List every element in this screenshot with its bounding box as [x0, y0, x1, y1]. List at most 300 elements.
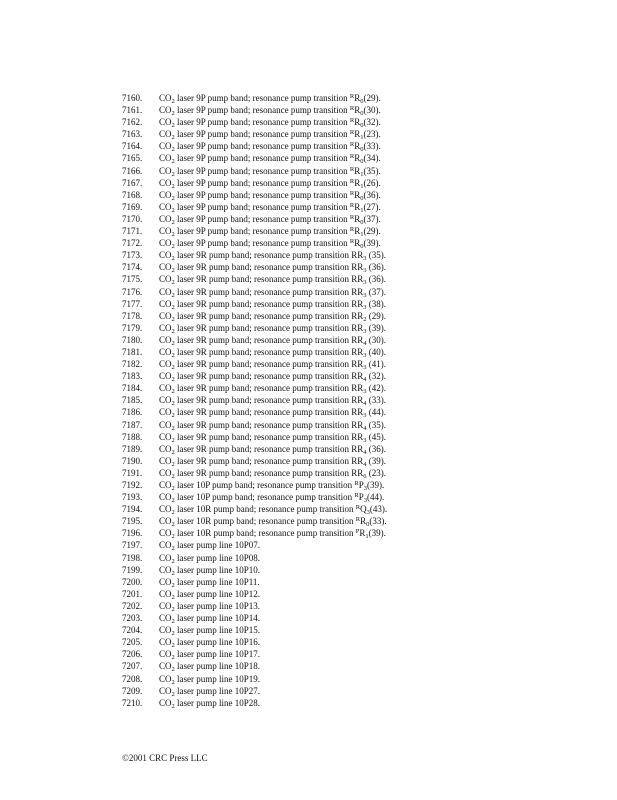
formula-text: CO: [159, 673, 172, 684]
branch-rest: (35).: [366, 419, 386, 430]
formula-subscript: 2: [171, 339, 175, 347]
entry-number: 7202.: [122, 600, 143, 611]
formula-subscript: 2: [171, 448, 175, 456]
description-text: laser 9R pump band; resonance pump transition: [174, 455, 352, 466]
branch-letter: R: [354, 226, 361, 237]
formula-text: CO: [159, 540, 172, 551]
branch-letter: RR: [351, 371, 364, 382]
list-item: [122, 576, 592, 588]
entry-text: [159, 370, 386, 382]
branch-subscript: 3: [363, 327, 367, 335]
branch-letter: R: [354, 93, 361, 103]
formula-subscript: 2: [171, 376, 175, 384]
description-text: laser 9P pump band; resonance pump transition: [174, 141, 350, 152]
list-item: [122, 648, 592, 660]
formula-text: CO: [159, 455, 172, 466]
list-item: [122, 443, 592, 455]
branch-superscript: R: [349, 238, 355, 246]
description-text: laser 9P pump band; resonance pump transition: [174, 189, 350, 200]
entry-text: [159, 588, 260, 600]
entry-text: [159, 286, 386, 298]
branch-superscript: R: [349, 201, 355, 209]
list-item: [122, 298, 592, 310]
formula-subscript: 2: [171, 557, 175, 565]
entry-text: [159, 116, 381, 128]
branch-subscript: 1: [360, 170, 364, 178]
formula-subscript: 2: [171, 364, 175, 372]
branch-subscript: 4: [363, 448, 367, 456]
description-text: laser 9R pump band; resonance pump transition: [174, 431, 352, 442]
branch-subscript: 0: [360, 98, 364, 105]
branch-rest: (33).: [363, 141, 381, 152]
entry-text: [159, 419, 386, 431]
entry-text: [159, 612, 260, 624]
formula-text: CO: [159, 346, 172, 357]
formula-subscript: 2: [171, 122, 175, 130]
list-item: [122, 370, 592, 382]
list-item: [122, 624, 592, 636]
entry-text: [159, 201, 381, 213]
branch-letter: RR: [351, 346, 364, 357]
branch-letter: RR: [351, 286, 364, 297]
description-text: laser pump line 10P15.: [174, 625, 261, 636]
formula-subscript: 2: [171, 182, 175, 190]
entry-text: [159, 636, 260, 648]
description-text: laser pump line 10P16.: [174, 637, 261, 648]
entry-text: [159, 515, 387, 527]
formula-text: CO: [159, 564, 172, 575]
branch-superscript: R: [349, 93, 355, 100]
formula-subscript: 2: [171, 509, 175, 517]
formula-subscript: 2: [171, 533, 175, 541]
formula-text: CO: [159, 697, 172, 708]
branch-rest: (23).: [363, 129, 381, 140]
branch-letter: Q: [360, 504, 367, 515]
formula-text: CO: [159, 250, 172, 261]
description-text: laser pump line 10P10.: [174, 564, 261, 575]
list-item: [122, 334, 592, 346]
formula-text: CO: [159, 310, 172, 321]
formula-subscript: 2: [171, 146, 175, 154]
formula-subscript: 2: [171, 424, 175, 432]
description-text: laser 9R pump band; resonance pump transition: [174, 419, 352, 430]
entry-text: [159, 600, 260, 612]
branch-rest: (36).: [366, 274, 386, 285]
formula-text: CO: [159, 371, 172, 382]
list-item: [122, 310, 592, 322]
formula-text: CO: [159, 492, 172, 503]
branch-rest: (29).: [363, 93, 381, 103]
branch-rest: (29).: [366, 310, 386, 321]
description-text: laser pump line 10P11.: [174, 576, 260, 587]
formula-subscript: 2: [171, 412, 175, 420]
formula-text: CO: [159, 637, 172, 648]
entry-text: [159, 346, 386, 358]
formula-text: CO: [159, 407, 172, 418]
list-item: [122, 419, 592, 431]
branch-rest: (42).: [366, 383, 386, 394]
description-text: laser pump line 10P12.: [174, 588, 261, 599]
branch-letter: RR: [351, 298, 364, 309]
entry-text: [159, 406, 386, 418]
description-text: laser 9P pump band; resonance pump transition: [174, 201, 350, 212]
description-text: laser 9R pump band; resonance pump transition: [174, 346, 352, 357]
branch-letter: RR: [351, 407, 364, 418]
description-text: laser 9P pump band; resonance pump transition: [174, 105, 350, 116]
description-text: laser 9P pump band; resonance pump transition: [174, 93, 350, 103]
branch-superscript: R: [349, 153, 355, 161]
entry-text: [159, 334, 386, 346]
formula-text: CO: [159, 93, 172, 103]
entry-number: 7207.: [122, 661, 143, 672]
entry-number: 7174.: [122, 262, 143, 273]
branch-rest: (37).: [366, 286, 386, 297]
description-text: laser pump line 10P07.: [174, 540, 261, 551]
entry-text: [159, 491, 384, 503]
formula-text: CO: [159, 286, 172, 297]
list-item: [122, 660, 592, 672]
entry-text: [159, 225, 381, 237]
formula-subscript: 2: [171, 351, 175, 359]
branch-rest: (39).: [363, 238, 381, 249]
entry-number: 7173.: [122, 250, 143, 261]
entry-text: [159, 431, 386, 443]
list-item: [122, 104, 592, 116]
branch-letter: RR: [351, 322, 364, 333]
branch-subscript: 6: [363, 472, 367, 480]
description-text: laser 10R pump band; resonance pump transition: [174, 528, 356, 539]
branch-letter: RR: [351, 334, 364, 345]
list-item: [122, 564, 592, 576]
description-text: laser 9P pump band; resonance pump transition: [174, 238, 350, 249]
branch-subscript: 3: [363, 303, 367, 311]
branch-subscript: 3: [363, 291, 367, 299]
description-text: laser 9R pump band; resonance pump transition: [174, 310, 352, 321]
branch-letter: R: [354, 105, 361, 116]
branch-letter: P: [358, 492, 364, 503]
list-item: [122, 467, 592, 479]
branch-letter: RR: [351, 250, 364, 261]
branch-rest: (39).: [368, 528, 386, 539]
entry-number: 7170.: [122, 213, 143, 224]
entry-text: [159, 503, 387, 515]
branch-rest: (45).: [366, 431, 386, 442]
entry-number: 7175.: [122, 274, 143, 285]
formula-subscript: 2: [171, 267, 175, 275]
formula-subscript: 2: [171, 194, 175, 202]
entry-text: [159, 273, 386, 285]
list-item: [122, 249, 592, 261]
entry-number: 7198.: [122, 552, 143, 563]
branch-subscript: 3: [363, 351, 367, 359]
branch-subscript: 4: [363, 339, 367, 347]
description-text: laser 10R pump band; resonance pump transition: [174, 516, 356, 527]
formula-text: CO: [159, 625, 172, 636]
branch-rest: (40).: [366, 346, 386, 357]
branch-superscript: R: [355, 516, 361, 524]
branch-rest: (35).: [363, 165, 381, 176]
formula-subscript: 2: [171, 110, 175, 118]
list-item: [122, 673, 592, 685]
formula-subscript: 2: [171, 243, 175, 251]
list-item: [122, 140, 592, 152]
branch-letter: R: [354, 238, 361, 249]
branch-subscript: 1: [365, 533, 369, 541]
formula-text: CO: [159, 661, 172, 672]
branch-subscript: 2: [363, 315, 367, 323]
description-text: laser 10R pump band; resonance pump transition: [174, 504, 356, 515]
formula-text: CO: [159, 576, 172, 587]
branch-rest: (27).: [363, 201, 381, 212]
description-text: laser 9R pump band; resonance pump transition: [174, 383, 352, 394]
entry-number: 7196.: [122, 528, 143, 539]
entry-number: 7190.: [122, 455, 143, 466]
list-item: [122, 273, 592, 285]
formula-subscript: 2: [171, 158, 175, 166]
branch-superscript: R: [349, 129, 355, 137]
entry-number: 7197.: [122, 540, 143, 551]
entry-text: [159, 660, 260, 672]
formula-subscript: 2: [171, 702, 175, 710]
branch-superscript: R: [355, 504, 361, 512]
branch-superscript: R: [349, 105, 355, 113]
formula-text: CO: [159, 177, 172, 188]
branch-letter: RR: [351, 455, 364, 466]
entry-text: [159, 128, 381, 140]
description-text: laser 9R pump band; resonance pump transition: [174, 250, 352, 261]
branch-superscript: R: [349, 141, 355, 149]
entry-text: [159, 467, 386, 479]
list-item: [122, 128, 592, 140]
description-text: laser 9R pump band; resonance pump transition: [174, 359, 352, 370]
branch-letter: RR: [351, 443, 364, 454]
description-text: laser pump line 10P27.: [174, 685, 261, 696]
branch-letter: R: [354, 189, 361, 200]
branch-letter: R: [354, 117, 361, 128]
entry-text: [159, 249, 386, 261]
entry-text: [159, 165, 381, 177]
formula-subscript: 2: [171, 170, 175, 178]
entry-text: [159, 92, 381, 104]
entry-text: [159, 322, 386, 334]
branch-subscript: 3: [363, 388, 367, 396]
entry-number: 7193.: [122, 492, 143, 503]
formula-text: CO: [159, 165, 172, 176]
formula-text: CO: [159, 189, 172, 200]
list-item: [122, 152, 592, 164]
branch-superscript: R: [349, 213, 355, 221]
list-item: [122, 588, 592, 600]
formula-subscript: 2: [171, 678, 175, 686]
entry-text: [159, 576, 260, 588]
formula-subscript: 2: [171, 666, 175, 674]
description-text: laser pump line 10P18.: [174, 661, 261, 672]
entry-number: 7194.: [122, 504, 143, 515]
formula-subscript: 2: [171, 618, 175, 626]
branch-subscript: 3: [363, 364, 367, 372]
entry-text: [159, 394, 386, 406]
list-item: [122, 92, 592, 104]
description-text: laser pump line 10P19.: [174, 673, 261, 684]
entry-number: 7184.: [122, 383, 143, 394]
branch-subscript: 1: [360, 231, 364, 239]
list-item: [122, 358, 592, 370]
description-text: laser 9P pump band; resonance pump transition: [174, 153, 350, 164]
list-item: [122, 612, 592, 624]
branch-letter: R: [354, 213, 361, 224]
formula-subscript: 2: [171, 291, 175, 299]
entry-text: [159, 358, 386, 370]
branch-rest: (32).: [363, 117, 381, 128]
branch-letter: R: [354, 165, 361, 176]
branch-subscript: 0: [360, 158, 364, 166]
branch-letter: RR: [351, 274, 364, 285]
description-text: laser 9P pump band; resonance pump transition: [174, 177, 350, 188]
formula-text: CO: [159, 613, 172, 624]
formula-subscript: 2: [171, 690, 175, 698]
formula-subscript: 2: [171, 218, 175, 226]
formula-subscript: 2: [171, 605, 175, 613]
description-text: laser 9R pump band; resonance pump transition: [174, 274, 352, 285]
list-item: [122, 237, 592, 249]
branch-subscript: 0: [360, 122, 364, 130]
branch-rest: (35).: [366, 250, 386, 261]
formula-subscript: 2: [171, 255, 175, 263]
list-item: [122, 177, 592, 189]
formula-subscript: 2: [171, 654, 175, 662]
list-item: [122, 322, 592, 334]
entry-number: 7176.: [122, 286, 143, 297]
description-text: laser 9R pump band; resonance pump transition: [174, 443, 352, 454]
list-item: [122, 189, 592, 201]
branch-rest: (30).: [366, 334, 386, 345]
formula-subscript: 2: [171, 436, 175, 444]
entry-number: 7210.: [122, 697, 143, 708]
entry-number: 7166.: [122, 165, 143, 176]
entry-number: 7178.: [122, 310, 143, 321]
entry-text: [159, 140, 381, 152]
formula-subscript: 2: [171, 630, 175, 638]
branch-subscript: 0: [360, 243, 364, 251]
branch-subscript: 3: [363, 412, 367, 420]
branch-subscript: 3: [363, 279, 367, 287]
formula-text: CO: [159, 419, 172, 430]
list-item: [122, 116, 592, 128]
description-text: laser 10P pump band; resonance pump transition: [174, 492, 355, 503]
formula-subscript: 2: [171, 581, 175, 589]
entry-number: 7180.: [122, 334, 143, 345]
branch-rest: (43).: [369, 504, 388, 515]
formula-text: CO: [159, 153, 172, 164]
formula-subscript: 2: [171, 460, 175, 468]
branch-letter: R: [354, 129, 361, 140]
entry-number: 7177.: [122, 298, 143, 309]
description-text: laser 9R pump band; resonance pump transition: [174, 322, 352, 333]
entry-text: [159, 539, 260, 551]
formula-subscript: 2: [171, 497, 175, 505]
entry-number: 7179.: [122, 322, 143, 333]
formula-text: CO: [159, 129, 172, 140]
entry-number: 7169.: [122, 201, 143, 212]
formula-text: CO: [159, 528, 172, 539]
formula-subscript: 2: [171, 315, 175, 323]
entry-text: [159, 310, 386, 322]
entry-number: 7201.: [122, 588, 143, 599]
formula-subscript: 2: [171, 642, 175, 650]
description-text: laser 9R pump band; resonance pump transition: [174, 371, 352, 382]
entry-text: [159, 624, 260, 636]
list-item: [122, 697, 592, 709]
entry-number: 7199.: [122, 564, 143, 575]
description-text: laser 10P pump band; resonance pump transition: [174, 480, 355, 490]
branch-rest: (29).: [363, 226, 381, 237]
branch-letter: R: [360, 516, 367, 527]
list-item: [122, 201, 592, 213]
description-text: laser 9P pump band; resonance pump transition: [174, 129, 350, 140]
entry-text: [159, 213, 381, 225]
entry-number: 7167.: [122, 177, 143, 188]
branch-subscript: 4: [363, 460, 367, 468]
formula-text: CO: [159, 600, 172, 611]
formula-subscript: 2: [171, 279, 175, 287]
entry-number: 7181.: [122, 346, 143, 357]
entry-number: 7182.: [122, 359, 143, 370]
branch-superscript: R: [354, 480, 359, 487]
list-item: [122, 346, 592, 358]
entry-number: 7191.: [122, 467, 143, 478]
branch-rest: (23).: [366, 467, 386, 478]
formula-text: CO: [159, 443, 172, 454]
entry-text: [159, 382, 386, 394]
branch-subscript: 3: [366, 509, 370, 517]
entry-number: 7208.: [122, 673, 143, 684]
formula-text: CO: [159, 480, 172, 490]
entry-list: [122, 92, 592, 709]
description-text: laser pump line 10P14.: [174, 613, 261, 624]
formula-text: CO: [159, 105, 172, 116]
branch-rest: (33).: [369, 516, 387, 527]
branch-rest: (33).: [366, 395, 386, 406]
branch-superscript: R: [349, 165, 355, 173]
branch-letter: R: [354, 141, 361, 152]
list-item: [122, 394, 592, 406]
entry-text: [159, 443, 386, 455]
branch-rest: (34).: [363, 153, 381, 164]
description-text: laser 9P pump band; resonance pump transition: [174, 226, 350, 237]
branch-rest: (37).: [363, 213, 381, 224]
formula-text: CO: [159, 117, 172, 128]
description-text: laser 9R pump band; resonance pump transition: [174, 262, 352, 273]
branch-subscript: 3: [363, 485, 368, 492]
formula-subscript: 2: [171, 327, 175, 335]
entry-text: [159, 479, 384, 491]
formula-text: CO: [159, 322, 172, 333]
branch-rest: (39).: [366, 322, 386, 333]
entry-number: 7172.: [122, 238, 143, 249]
branch-subscript: 3: [363, 436, 367, 444]
formula-subscript: 2: [171, 231, 175, 239]
list-item: [122, 431, 592, 443]
list-item: [122, 165, 592, 177]
formula-text: CO: [159, 467, 172, 478]
branch-rest: (44).: [367, 492, 385, 503]
entry-text: [159, 455, 386, 467]
entry-number: 7192.: [122, 480, 143, 490]
entry-number: 7183.: [122, 371, 143, 382]
entry-number: 7185.: [122, 395, 143, 406]
entry-number: 7203.: [122, 613, 143, 624]
description-text: laser 9P pump band; resonance pump transition: [174, 213, 350, 224]
